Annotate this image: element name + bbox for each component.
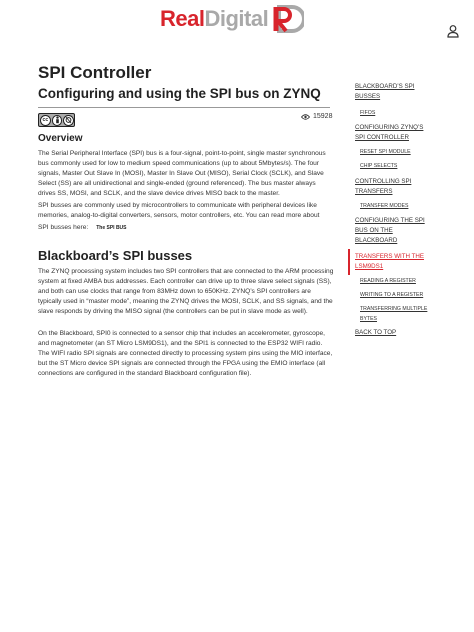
toc-item-reading-a-register[interactable]: READING A REGISTER: [360, 278, 416, 284]
creative-commons-license-badge[interactable]: [38, 113, 75, 127]
busses-paragraph-2: On the Blackboard, SPI0 is connected to a sensor chip that includes an accelerometer, gyroscope, and magnetometer (an ST Micro LSM9DS1), and the SPI1 is connected to the ESP32 WIFI radio. The WIFI radio SPI signals are connected directly to processing system pins using the MIO interface, but the ST Micro device SPI signals are connected through the FPGA using the EMIO interface (all connections are configured in the standard Blackboard configuration file).: [38, 330, 333, 377]
toc-item-reset-spi-module[interactable]: RESET SPI MODULE: [360, 149, 411, 155]
page-subtitle: Configuring and using the SPI bus on ZYNQ: [38, 86, 321, 101]
toc-item-transfer-modes[interactable]: TRANSFER MODES: [360, 203, 409, 209]
cc-icon: cc: [40, 115, 51, 126]
toc-item-configuring-spi-bus-blackboard[interactable]: CONFIGURING THE SPI BUS ON THE BLACKBOARD: [355, 217, 425, 244]
spi-bus-link[interactable]: The SPI BUS: [96, 225, 127, 231]
toc-item-writing-to-a-register[interactable]: WRITING TO A REGISTER: [360, 292, 424, 298]
toc-item-transfers-with-lsm9ds1[interactable]: TRANSFERS WITH THE LSM9DS1: [355, 253, 424, 270]
toc-item-fifos[interactable]: FIFOS: [360, 110, 376, 116]
overview-paragraph-3: SPI busses here: The SPI BUS: [38, 224, 127, 231]
noncommercial-icon: [63, 115, 74, 126]
title-divider: [38, 107, 330, 108]
toc-active-indicator: [348, 249, 350, 275]
overview-paragraph-2: SPI busses are commonly used by microcontrollers to communicate with peripheral devices like memories, analog-to-digital converters, sensors, motor controllers, etc. You can read more about: [38, 202, 320, 219]
toc-item-blackboard-spi-busses[interactable]: BLACKBOARD’S SPI BUSSES: [355, 83, 415, 100]
eye-icon: [301, 114, 310, 120]
logo-rd-mark-icon: [270, 4, 304, 34]
view-count: 15928: [313, 113, 333, 120]
page-title: SPI Controller: [38, 63, 152, 82]
view-counter: [301, 113, 332, 120]
overview-paragraph-1: The Serial Peripheral Interface (SPI) bus is a four-signal, point-to-point, single master synchronous bus commonly used for low to medium speed communications (up to about 5Mbytes/s). The four signals, Master Out Slave In (MOSI), Master In Slave Out (MISO), Serial Clock (SCLK), and Slave Select (SS) are all unidirectional and single-ended (ground referenced). The bus master always drives SS, MOSI, and SCLK, and the slave device drives MISO back to the master.: [38, 150, 326, 197]
toc-item-configuring-zynq-spi-controller[interactable]: CONFIGURING ZYNQ’S SPI CONTROLLER: [355, 124, 424, 141]
site-logo[interactable]: [160, 4, 304, 34]
toc-item-back-to-top[interactable]: BACK TO TOP: [355, 329, 397, 336]
user-account-icon[interactable]: [446, 24, 460, 38]
toc-item-chip-selects[interactable]: CHIP SELECTS: [360, 163, 398, 169]
busses-paragraph-1: The ZYNQ processing system includes two SPI controllers that are connected to the ARM processing system at fixed AMBA bus addresses. Each controller can drive up to three slave select signals (SS), and both can use clocks that range from 83MHz down to 650KHz. ZYNQ’s SPI controllers are typically used in “master mode”, meaning the ZYNQ drives the MOSI, SCLK, and SS signals, and the slave responds by driving the MISO signal (the controllers can be put in slave mode as well).: [38, 268, 334, 315]
toc-item-controlling-spi-transfers[interactable]: CONTROLLING SPI TRANSFERS: [355, 178, 412, 195]
site-header: [0, 0, 474, 42]
logo-wordmark: RealDigital: [160, 6, 269, 31]
blackboard-spi-busses-heading: Blackboard’s SPI busses: [38, 248, 193, 263]
attribution-person-icon: [52, 115, 63, 126]
toc-item-transferring-multiple-bytes[interactable]: TRANSFERRING MULTIPLE BYTES: [360, 306, 428, 322]
overview-heading: Overview: [38, 133, 83, 144]
